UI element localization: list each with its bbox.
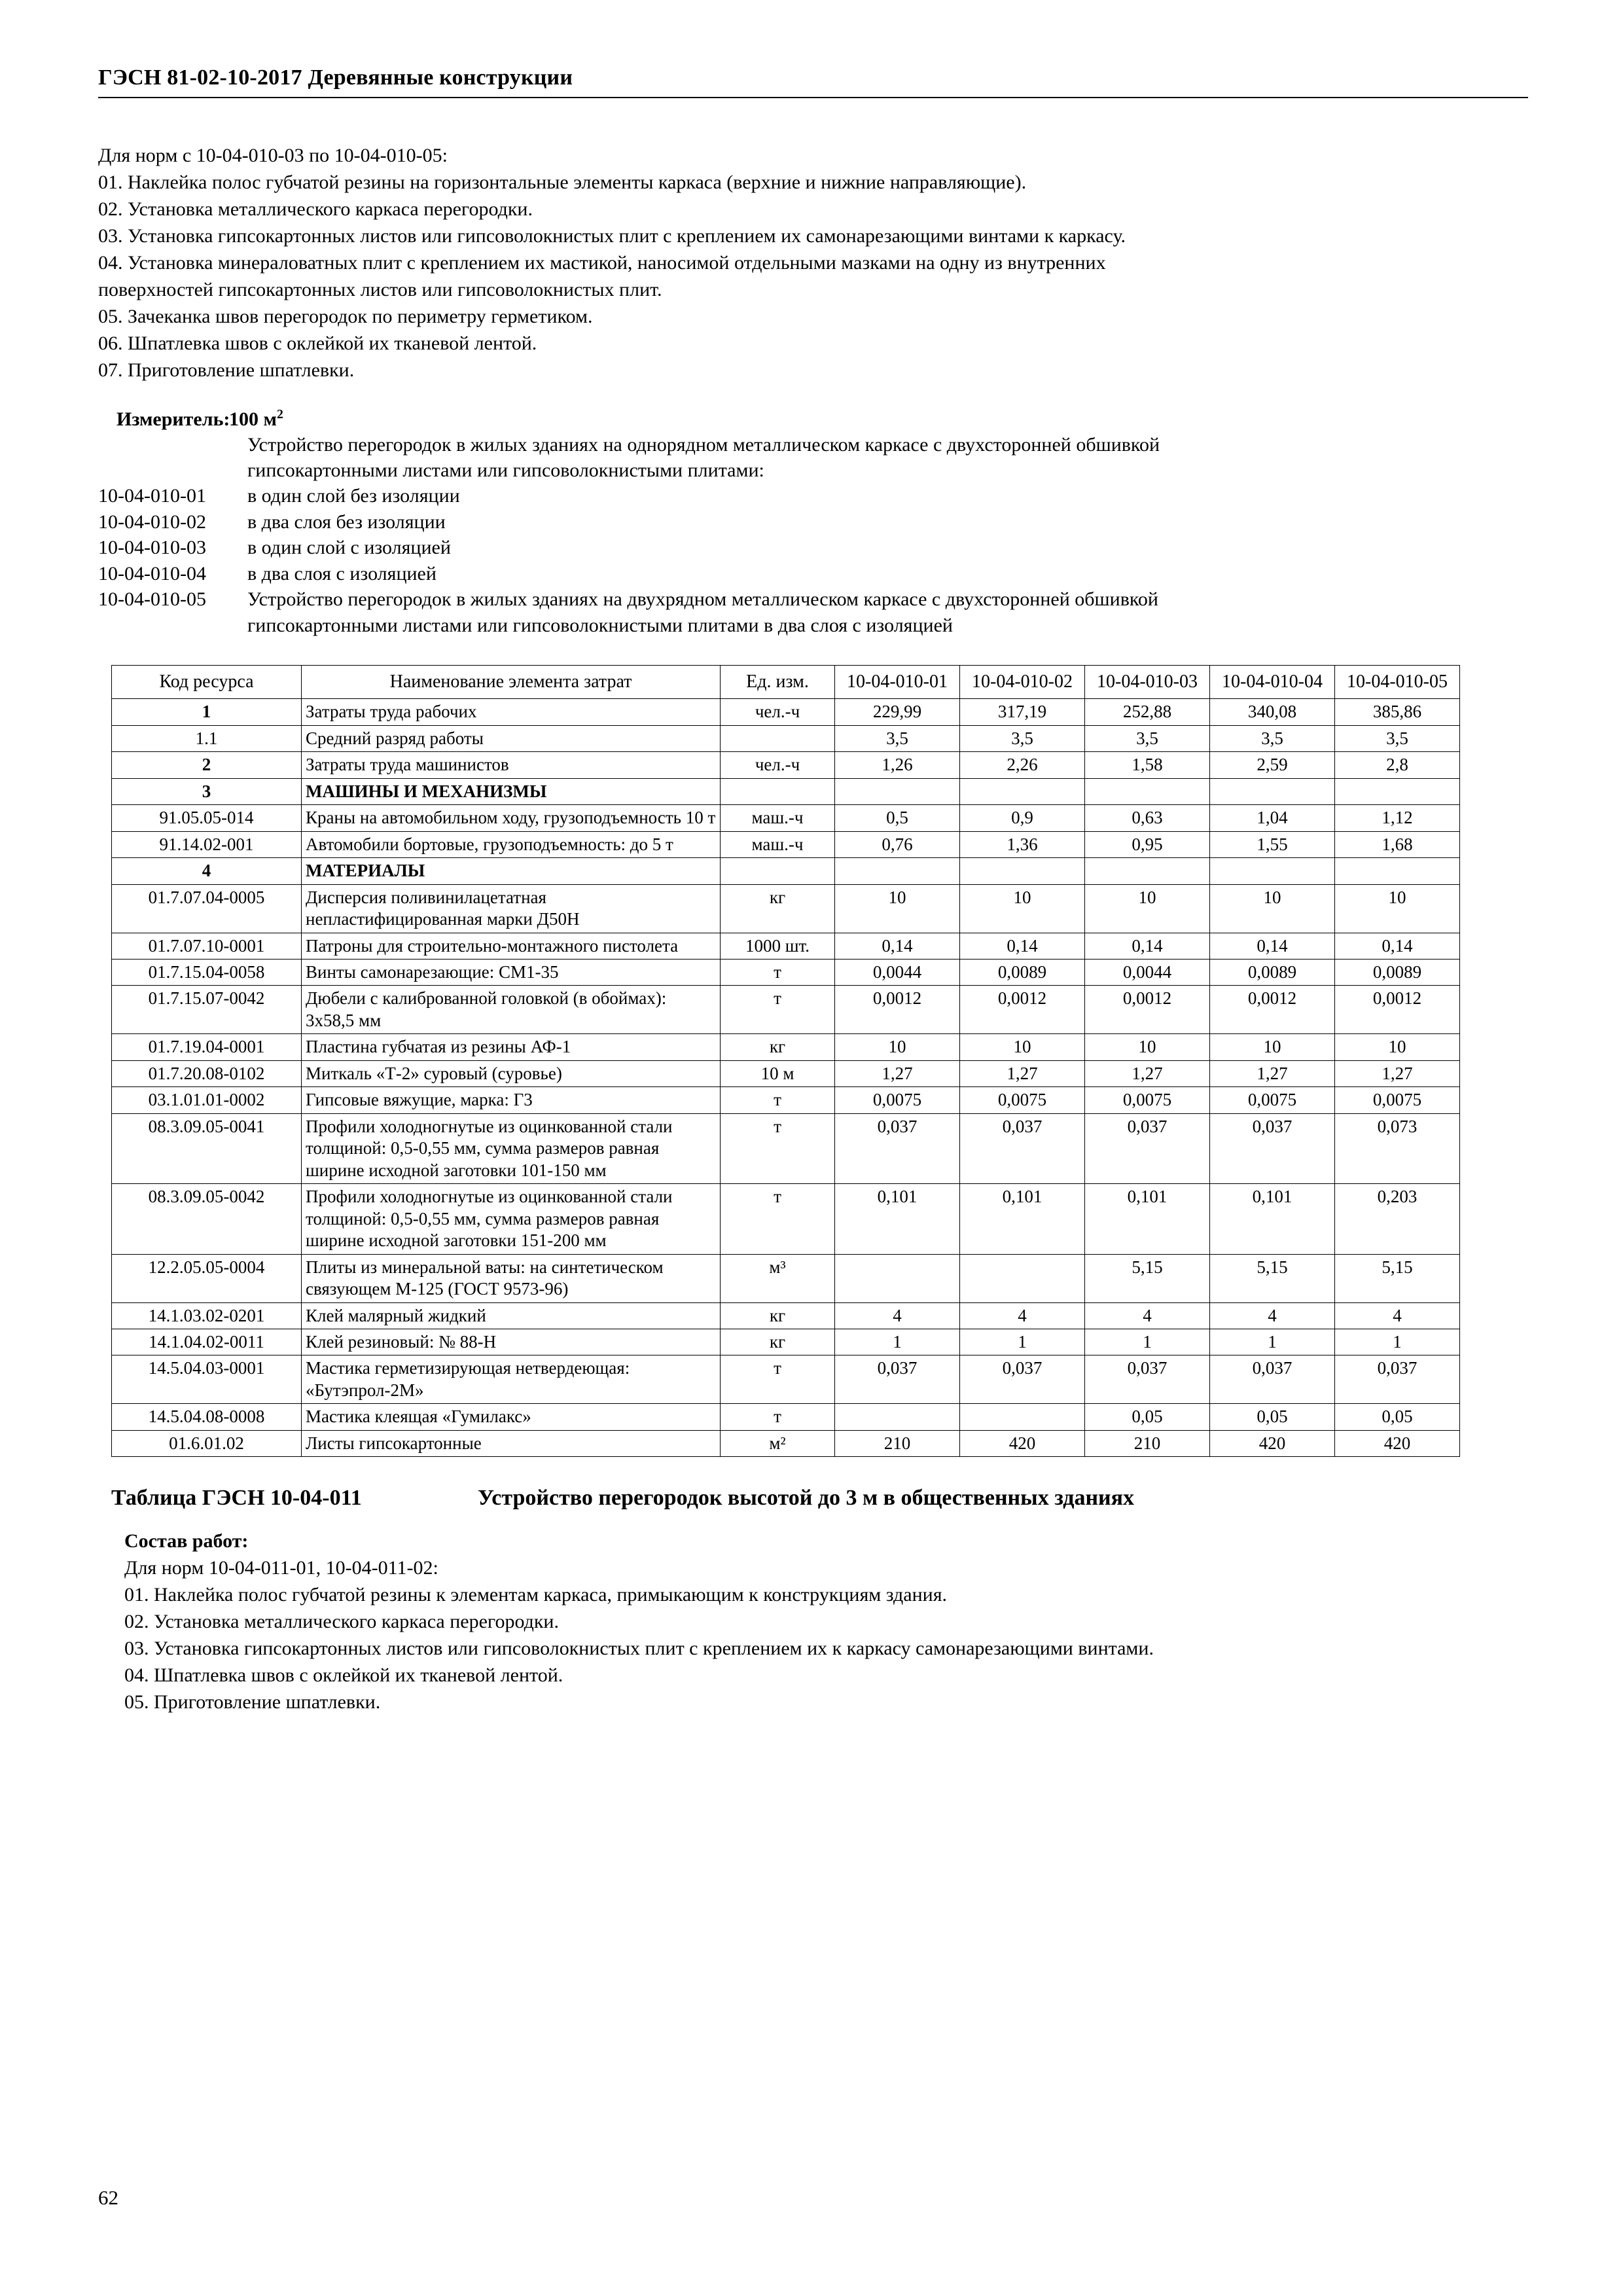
norm-row	[98, 483, 1528, 509]
norm-row	[98, 561, 1528, 587]
cell-value: 0,95	[1085, 831, 1210, 857]
works-item: 04. Установка минераловатных плит с креплением их мастикой, наносимой отдельными мазками на одну из внутренних	[98, 252, 1106, 274]
cell-unit	[721, 725, 835, 751]
cell-value	[835, 1254, 960, 1302]
cell-value: 10	[960, 884, 1085, 933]
cell-value	[1335, 858, 1460, 884]
table-row	[112, 1034, 1460, 1060]
header-col-3: 10-04-010-03	[1085, 665, 1210, 699]
cell-value: 0,9	[960, 805, 1085, 831]
sostav-item: 05. Приготовление шпатлевки.	[124, 1691, 381, 1713]
norm-text-continuation: гипсокартонными листами или гипсоволокнистыми плитами в два слоя с изоляцией	[247, 614, 953, 636]
table-row	[112, 1254, 1460, 1302]
cell-unit: т	[721, 959, 835, 985]
works-item: 01. Наклейка полос губчатой резины на горизонтальные элементы каркаса (верхние и нижние направляющие).	[98, 171, 1027, 193]
table-row	[112, 1329, 1460, 1355]
page-content	[98, 131, 1528, 1716]
cell-value: 0,037	[1210, 1355, 1335, 1404]
cell-value: 1	[835, 1329, 960, 1355]
cell-value: 0,037	[960, 1355, 1085, 1404]
page-number: 62	[98, 2186, 118, 2209]
works-item: 02. Установка металлического каркаса перегородки.	[98, 198, 533, 220]
cell-value: 0,037	[1085, 1355, 1210, 1404]
meter-block	[98, 406, 1528, 639]
cell-value	[960, 1404, 1085, 1430]
table-row	[112, 959, 1460, 985]
cell-name: Затраты труда машинистов	[302, 752, 721, 778]
cell-value: 10	[835, 884, 960, 933]
norm-row	[98, 509, 1528, 535]
cell-value: 0,05	[1210, 1404, 1335, 1430]
cell-unit: кг	[721, 884, 835, 933]
cell-code: 12.2.05.05-0004	[112, 1254, 302, 1302]
cell-value: 3,5	[1085, 725, 1210, 751]
meter-label: Измеритель:	[116, 408, 230, 430]
cell-value: 1,27	[960, 1060, 1085, 1086]
cell-value	[1085, 858, 1210, 884]
cell-name: Патроны для строительно-монтажного пистолета	[302, 933, 721, 959]
header-divider	[98, 97, 1528, 98]
cell-value: 0,0089	[1335, 959, 1460, 985]
cell-value: 3,5	[960, 725, 1085, 751]
cell-unit: кг	[721, 1329, 835, 1355]
cell-value: 1,55	[1210, 831, 1335, 857]
works-item: 07. Приготовление шпатлевки.	[98, 359, 355, 381]
table-row	[112, 986, 1460, 1034]
cell-code: 4	[112, 858, 302, 884]
cell-value	[960, 778, 1085, 804]
header-col-4: 10-04-010-04	[1210, 665, 1335, 699]
cell-value: 317,19	[960, 699, 1085, 725]
cell-value: 0,037	[1085, 1113, 1210, 1183]
cell-code: 01.7.20.08-0102	[112, 1060, 302, 1086]
cell-name: Гипсовые вяжущие, марка: Г3	[302, 1087, 721, 1113]
cell-name: Мастика герметизирующая нетвердеющая: «Бутэпрол-2М»	[302, 1355, 721, 1404]
cell-value: 10	[1085, 884, 1210, 933]
cell-unit: 1000 шт.	[721, 933, 835, 959]
cell-value: 0,0012	[960, 986, 1085, 1034]
cell-value: 0,0044	[835, 959, 960, 985]
cell-value: 0,76	[835, 831, 960, 857]
cell-code: 08.3.09.05-0042	[112, 1184, 302, 1254]
cell-code: 91.14.02-001	[112, 831, 302, 857]
cell-unit: маш.-ч	[721, 805, 835, 831]
cell-value	[835, 858, 960, 884]
norms-header-line1: Устройство перегородок в жилых зданиях на однорядном металлическом каркасе с двухсторонней обшивкой	[247, 434, 1160, 456]
cell-value: 1,68	[1335, 831, 1460, 857]
table-row	[112, 1404, 1460, 1430]
cell-value	[1210, 778, 1335, 804]
cell-value: 0,14	[1085, 933, 1210, 959]
norm-code: 10-04-010-02	[98, 511, 206, 533]
cell-value	[1335, 778, 1460, 804]
header-col-1: 10-04-010-01	[835, 665, 960, 699]
cell-value: 0,0075	[1085, 1087, 1210, 1113]
cell-name: Листы гипсокартонные	[302, 1430, 721, 1456]
cell-unit	[721, 778, 835, 804]
cell-code: 91.05.05-014	[112, 805, 302, 831]
cell-value	[835, 778, 960, 804]
cell-unit: т	[721, 1404, 835, 1430]
cell-unit: м³	[721, 1254, 835, 1302]
cell-value: 0,037	[835, 1113, 960, 1183]
cell-name: Автомобили бортовые, грузоподъемность: до 5 т	[302, 831, 721, 857]
table-title	[98, 1486, 1528, 1511]
cell-name: МАТЕРИАЛЫ	[302, 858, 721, 884]
cell-value: 4	[1085, 1302, 1210, 1329]
cell-value: 0,101	[1210, 1184, 1335, 1254]
cell-code: 3	[112, 778, 302, 804]
cell-value: 0,073	[1335, 1113, 1460, 1183]
header-col-2: 10-04-010-02	[960, 665, 1085, 699]
table-row	[112, 1430, 1460, 1456]
table-row	[112, 1113, 1460, 1183]
cell-value: 10	[960, 1034, 1085, 1060]
cell-code: 1	[112, 699, 302, 725]
cell-value: 0,14	[1335, 933, 1460, 959]
cell-code: 01.7.07.04-0005	[112, 884, 302, 933]
cell-unit: 10 м	[721, 1060, 835, 1086]
norm-text: в один слой с изоляцией	[247, 537, 451, 559]
cell-value: 420	[1210, 1430, 1335, 1456]
cell-value: 5,15	[1085, 1254, 1210, 1302]
cell-name: Средний разряд работы	[302, 725, 721, 751]
table-title-code: Таблица ГЭСН 10-04-011	[111, 1486, 362, 1511]
sostav-body	[98, 1555, 1528, 1715]
cell-unit: кг	[721, 1034, 835, 1060]
cell-name: Винты самонарезающие: СМ1-35	[302, 959, 721, 985]
cell-value: 1,58	[1085, 752, 1210, 778]
meter-value	[229, 406, 283, 432]
resource-table	[111, 665, 1460, 1458]
works-item: 06. Шпатлевка швов с оклейкой их тканевой лентой.	[98, 332, 537, 354]
norm-code: 10-04-010-01	[98, 485, 206, 507]
cell-value: 2,26	[960, 752, 1085, 778]
cell-code: 01.7.07.10-0001	[112, 933, 302, 959]
cell-value: 1	[1085, 1329, 1210, 1355]
works-item-cont: поверхностей гипсокартонных листов или гипсоволокнистых плит.	[98, 279, 662, 300]
cell-name: Плиты из минеральной ваты: на синтетическом связующем М-125 (ГОСТ 9573-96)	[302, 1254, 721, 1302]
cell-value: 0,0012	[1210, 986, 1335, 1034]
norm-row	[98, 535, 1528, 561]
norm-text: Устройство перегородок в жилых зданиях на двухрядном металлическом каркасе с двухсторонней обшивкой	[247, 588, 1158, 611]
cell-value: 2,8	[1335, 752, 1460, 778]
cell-unit: чел.-ч	[721, 699, 835, 725]
cell-value: 2,59	[1210, 752, 1335, 778]
cell-value: 4	[835, 1302, 960, 1329]
cell-value: 420	[960, 1430, 1085, 1456]
cell-value	[960, 1254, 1085, 1302]
cell-unit	[721, 858, 835, 884]
cell-value: 0,0075	[835, 1087, 960, 1113]
table-row	[112, 884, 1460, 933]
cell-code: 14.5.04.08-0008	[112, 1404, 302, 1430]
cell-value: 3,5	[1210, 725, 1335, 751]
cell-value: 0,0089	[960, 959, 1085, 985]
sostav-intro: Для норм 10-04-011-01, 10-04-011-02:	[124, 1557, 438, 1579]
norm-code: 10-04-010-05	[98, 588, 206, 611]
cell-value: 10	[1210, 884, 1335, 933]
norm-text: в два слоя с изоляцией	[247, 562, 437, 584]
cell-name: Краны на автомобильном ходу, грузоподъемность 10 т	[302, 805, 721, 831]
table-body	[112, 699, 1460, 1457]
cell-value: 0,14	[1210, 933, 1335, 959]
table-header-row	[112, 665, 1460, 699]
table-row	[112, 752, 1460, 778]
cell-unit: т	[721, 1087, 835, 1113]
cell-value: 1,36	[960, 831, 1085, 857]
cell-code: 08.3.09.05-0041	[112, 1113, 302, 1183]
table-row	[112, 699, 1460, 725]
table-row	[112, 831, 1460, 857]
table-row	[112, 725, 1460, 751]
cell-code: 1.1	[112, 725, 302, 751]
cell-value: 10	[1210, 1034, 1335, 1060]
cell-name: Профили холодногнутые из оцинкованной стали толщиной: 0,5-0,55 мм, сумма размеров равная ширине исходной заготовки 101-150 мм	[302, 1113, 721, 1183]
meter-value-sup: 2	[276, 407, 283, 422]
sostav-item: 01. Наклейка полос губчатой резины к элементам каркаса, примыкающим к конструкциям здания.	[124, 1584, 948, 1606]
norm-row	[98, 586, 1528, 613]
cell-unit: т	[721, 1355, 835, 1404]
cell-value: 340,08	[1210, 699, 1335, 725]
works-intro: Для норм с 10-04-010-03 по 10-04-010-05:	[98, 145, 448, 166]
cell-value: 0,14	[960, 933, 1085, 959]
cell-value: 0,0012	[1335, 986, 1460, 1034]
cell-value: 10	[1335, 884, 1460, 933]
cell-value: 1,27	[1085, 1060, 1210, 1086]
cell-code: 03.1.01.01-0002	[112, 1087, 302, 1113]
sostav-item: 03. Установка гипсокартонных листов или гипсоволокнистых плит с креплением их к каркасу самонарезающими винтами.	[124, 1638, 1154, 1660]
cell-name: Пластина губчатая из резины АФ-1	[302, 1034, 721, 1060]
cell-value: 3,5	[1335, 725, 1460, 751]
sostav-item: 04. Шпатлевка швов с оклейкой их тканевой лентой.	[124, 1664, 563, 1687]
table-section-row	[112, 858, 1460, 884]
meter-row	[98, 406, 1528, 432]
cell-value: 1,27	[1210, 1060, 1335, 1086]
cell-value: 0,037	[835, 1355, 960, 1404]
sostav-item: 02. Установка металлического каркаса перегородки.	[124, 1611, 559, 1633]
cell-value: 210	[835, 1430, 960, 1456]
table-row	[112, 1302, 1460, 1329]
cell-value: 1,27	[835, 1060, 960, 1086]
cell-name: Миткаль «Т-2» суровый (суровье)	[302, 1060, 721, 1086]
cell-name: Дисперсия поливинилацетатная непластифицированная марки Д50Н	[302, 884, 721, 933]
cell-value: 1,04	[1210, 805, 1335, 831]
cell-value: 1	[1210, 1329, 1335, 1355]
cell-value: 0,101	[1085, 1184, 1210, 1254]
works-item: 05. Зачеканка швов перегородок по периметру герметиком.	[98, 306, 593, 327]
cell-value: 0,0089	[1210, 959, 1335, 985]
cell-value: 0,05	[1085, 1404, 1210, 1430]
cell-unit: чел.-ч	[721, 752, 835, 778]
cell-value: 0,0075	[960, 1087, 1085, 1113]
cell-value: 0,0012	[1085, 986, 1210, 1034]
cell-value: 0,0044	[1085, 959, 1210, 985]
cell-value: 0,0075	[1210, 1087, 1335, 1113]
table-row	[112, 1060, 1460, 1086]
works-composition-block	[98, 143, 1528, 383]
cell-value	[960, 858, 1085, 884]
norm-code: 10-04-010-03	[98, 537, 206, 559]
cell-value: 5,15	[1210, 1254, 1335, 1302]
cell-code: 14.5.04.03-0001	[112, 1355, 302, 1404]
table-row	[112, 933, 1460, 959]
cell-unit: кг	[721, 1302, 835, 1329]
table-row	[112, 1355, 1460, 1404]
cell-name: МАШИНЫ И МЕХАНИЗМЫ	[302, 778, 721, 804]
header-code: Код ресурса	[112, 665, 302, 699]
cell-value: 420	[1335, 1430, 1460, 1456]
table-title-text: Устройство перегородок высотой до 3 м в общественных зданиях	[478, 1486, 1135, 1511]
sostav-title: Состав работ:	[124, 1530, 249, 1552]
cell-code: 01.7.15.04-0058	[112, 959, 302, 985]
table-section-row	[112, 778, 1460, 804]
cell-value	[1210, 858, 1335, 884]
norms-header-line2: гипсокартонными листами или гипсоволокнистыми плитами:	[247, 459, 764, 481]
cell-value: 1,27	[1335, 1060, 1460, 1086]
cell-code: 14.1.03.02-0201	[112, 1302, 302, 1329]
cell-value: 0,203	[1335, 1184, 1460, 1254]
cell-value: 1	[1335, 1329, 1460, 1355]
cell-name: Дюбели с калиброванной головкой (в обоймах): 3х58,5 мм	[302, 986, 721, 1034]
cell-unit: т	[721, 1184, 835, 1254]
cell-unit: т	[721, 1113, 835, 1183]
cell-name: Мастика клеящая «Гумилакс»	[302, 1404, 721, 1430]
cell-value: 0,037	[1210, 1113, 1335, 1183]
cell-value: 0,101	[835, 1184, 960, 1254]
cell-value: 385,86	[1335, 699, 1460, 725]
norm-text: в один слой без изоляции	[247, 485, 460, 507]
cell-value: 1,26	[835, 752, 960, 778]
cell-value: 0,037	[960, 1113, 1085, 1183]
header-unit: Ед. изм.	[721, 665, 835, 699]
cell-name: Клей малярный жидкий	[302, 1302, 721, 1329]
cell-value: 1,12	[1335, 805, 1460, 831]
norm-text: в два слоя без изоляции	[247, 511, 446, 533]
header-col-5: 10-04-010-05	[1335, 665, 1460, 699]
page-header	[98, 65, 1528, 98]
cell-name: Профили холодногнутые из оцинкованной стали толщиной: 0,5-0,55 мм, сумма размеров равная ширине исходной заготовки 151-200 мм	[302, 1184, 721, 1254]
cell-unit: т	[721, 986, 835, 1034]
norm-code: 10-04-010-04	[98, 562, 206, 584]
cell-value: 0,0075	[1335, 1087, 1460, 1113]
table-row	[112, 1184, 1460, 1254]
cell-value: 229,99	[835, 699, 960, 725]
cell-value: 4	[960, 1302, 1085, 1329]
cell-value: 0,5	[835, 805, 960, 831]
cell-value: 10	[835, 1034, 960, 1060]
cell-unit: м²	[721, 1430, 835, 1456]
cell-code: 01.6.01.02	[112, 1430, 302, 1456]
cell-value: 0,0012	[835, 986, 960, 1034]
cell-value: 0,05	[1335, 1404, 1460, 1430]
cell-value: 0,101	[960, 1184, 1085, 1254]
cell-value: 5,15	[1335, 1254, 1460, 1302]
cell-value: 1	[960, 1329, 1085, 1355]
cell-code: 14.1.04.02-0011	[112, 1329, 302, 1355]
table-row	[112, 805, 1460, 831]
cell-value: 3,5	[835, 725, 960, 751]
cell-value: 4	[1335, 1302, 1460, 1329]
cell-code: 2	[112, 752, 302, 778]
header-name: Наименование элемента затрат	[302, 665, 721, 699]
cell-value	[1085, 778, 1210, 804]
cell-name: Затраты труда рабочих	[302, 699, 721, 725]
cell-value: 0,14	[835, 933, 960, 959]
cell-value: 10	[1085, 1034, 1210, 1060]
cell-value: 4	[1210, 1302, 1335, 1329]
cell-value: 0,037	[1335, 1355, 1460, 1404]
works-item: 03. Установка гипсокартонных листов или гипсоволокнистых плит с креплением их самонарезающими винтами к каркасу.	[98, 225, 1126, 247]
cell-value	[835, 1404, 960, 1430]
table-row	[112, 1087, 1460, 1113]
cell-value: 252,88	[1085, 699, 1210, 725]
cell-value: 10	[1335, 1034, 1460, 1060]
cell-value: 210	[1085, 1430, 1210, 1456]
cell-name: Клей резиновый: № 88-Н	[302, 1329, 721, 1355]
cell-code: 01.7.15.07-0042	[112, 986, 302, 1034]
header-title: ГЭСН 81-02-10-2017 Деревянные конструкции	[98, 65, 573, 90]
meter-value-text: 100 м	[229, 408, 277, 430]
cell-value: 0,63	[1085, 805, 1210, 831]
cell-unit: маш.-ч	[721, 831, 835, 857]
cell-code: 01.7.19.04-0001	[112, 1034, 302, 1060]
